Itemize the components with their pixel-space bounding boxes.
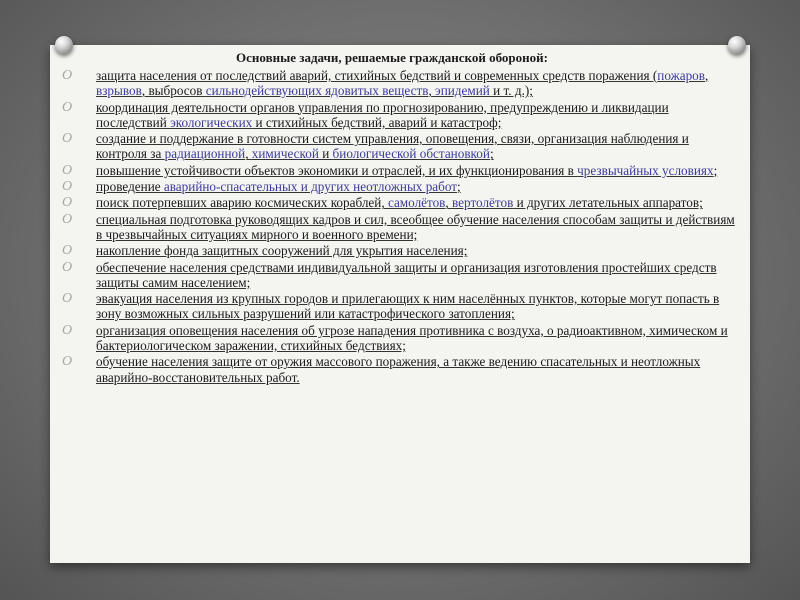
task-link[interactable]: экологических xyxy=(170,114,253,130)
task-text: и т. д.); xyxy=(489,83,533,99)
bullet-icon: O xyxy=(62,211,73,227)
task-text: создание и поддержание в готовности систем управления, оповещения, связи, организация наблюдения и контроля за xyxy=(96,131,689,162)
task-text: координация деятельности органов управления по прогнозированию, предупреждению и ликвидации последствий xyxy=(96,99,669,130)
task-text: организация оповещения населения об угрозе нападения противника с воздуха, о радиоактивном, химическом и бактериологическом заражении, стихийных бедствиях; xyxy=(96,322,728,354)
task-text: обучение населения защите от оружия массового поражения, а также ведению спасательных и неотложных аварийно-восстановительных работ. xyxy=(96,354,701,385)
task-link[interactable]: вертолётов xyxy=(452,195,514,211)
bullet-icon: O xyxy=(62,195,73,211)
task-text: накопление фонда защитных сооружений для укрытия населения; xyxy=(96,243,468,259)
task-text: обеспечение населения средствами индивидуальной защиты и организация изготовления простейших средств защиты самим населением; xyxy=(96,259,717,290)
task-text: ; xyxy=(457,179,461,195)
bullet-icon: O xyxy=(62,291,73,307)
slide-title: Основные задачи, решаемые гражданской обороной: xyxy=(236,50,548,65)
task-item xyxy=(62,260,742,291)
task-link[interactable]: биологической xyxy=(332,146,417,162)
bullet-icon: O xyxy=(62,68,73,83)
task-text: повышение устойчивости объектов экономики и отраслей, и их функционирования в xyxy=(96,162,578,178)
bullet-icon: O xyxy=(62,99,73,115)
task-link[interactable]: эпидемий xyxy=(435,83,490,99)
bullet-icon: O xyxy=(62,243,73,259)
task-item xyxy=(62,163,742,178)
pushpin-right-icon xyxy=(728,36,746,54)
task-item xyxy=(62,68,742,99)
task-list xyxy=(62,68,742,385)
task-text: , xyxy=(445,195,453,211)
task-link[interactable]: взрывов xyxy=(96,83,142,99)
task-item xyxy=(62,195,742,210)
task-link[interactable]: пожаров xyxy=(657,68,705,83)
task-item xyxy=(62,179,742,194)
task-text: специальная подготовка руководящих кадров и сил, всеобщее обучение населения способам защиты и действиям в чрезвычайных ситуациях мирного и военного времени; xyxy=(96,211,735,242)
task-text: , выбросов xyxy=(141,83,206,99)
task-text: и стихийных бедствий, аварий и катастроф; xyxy=(252,114,502,130)
task-text: ; xyxy=(713,162,718,178)
task-text: , xyxy=(428,83,436,99)
task-link[interactable]: чрезвычайных условиях xyxy=(577,162,714,178)
task-item xyxy=(62,291,742,322)
task-link[interactable]: аварийно-спасательных и других неотложных работ xyxy=(163,179,458,195)
slide-content xyxy=(62,50,742,386)
bullet-icon: O xyxy=(62,162,73,178)
task-item xyxy=(62,354,742,385)
task-text: , xyxy=(245,146,252,162)
task-text: эвакуация населения из крупных городов и прилегающих к ним населённых пунктов, которые могут попасть в зону возможных сильных разрушений или катастрофического затопления; xyxy=(96,291,720,322)
bullet-icon: O xyxy=(62,131,73,147)
task-link[interactable]: сильнодействующих ядовитых веществ xyxy=(205,83,429,99)
bullet-icon: O xyxy=(62,322,73,338)
task-text: ; xyxy=(489,146,494,162)
task-link[interactable]: обстановкой xyxy=(419,146,490,162)
bullet-icon: O xyxy=(62,179,73,195)
bullet-icon: O xyxy=(62,354,73,370)
task-item xyxy=(62,243,742,258)
task-item xyxy=(62,131,742,162)
task-link[interactable]: химической xyxy=(251,146,319,162)
bullet-icon: O xyxy=(62,259,73,275)
task-text: защита населения от последствий аварий, стихийных бедствий и современных средств поражения ( xyxy=(96,68,658,83)
task-text: , xyxy=(704,68,709,83)
task-item xyxy=(62,100,742,131)
task-text: проведение xyxy=(96,179,164,195)
task-text: и xyxy=(318,146,333,162)
task-item xyxy=(62,212,742,243)
task-text: поиск потерпевших аварию космических кораблей, xyxy=(96,195,388,211)
task-text: и других летательных аппаратов; xyxy=(513,195,703,211)
task-link[interactable]: радиационной xyxy=(164,146,246,162)
task-link[interactable]: самолётов xyxy=(387,195,446,211)
pushpin-left-icon xyxy=(55,36,73,54)
task-item xyxy=(62,323,742,354)
